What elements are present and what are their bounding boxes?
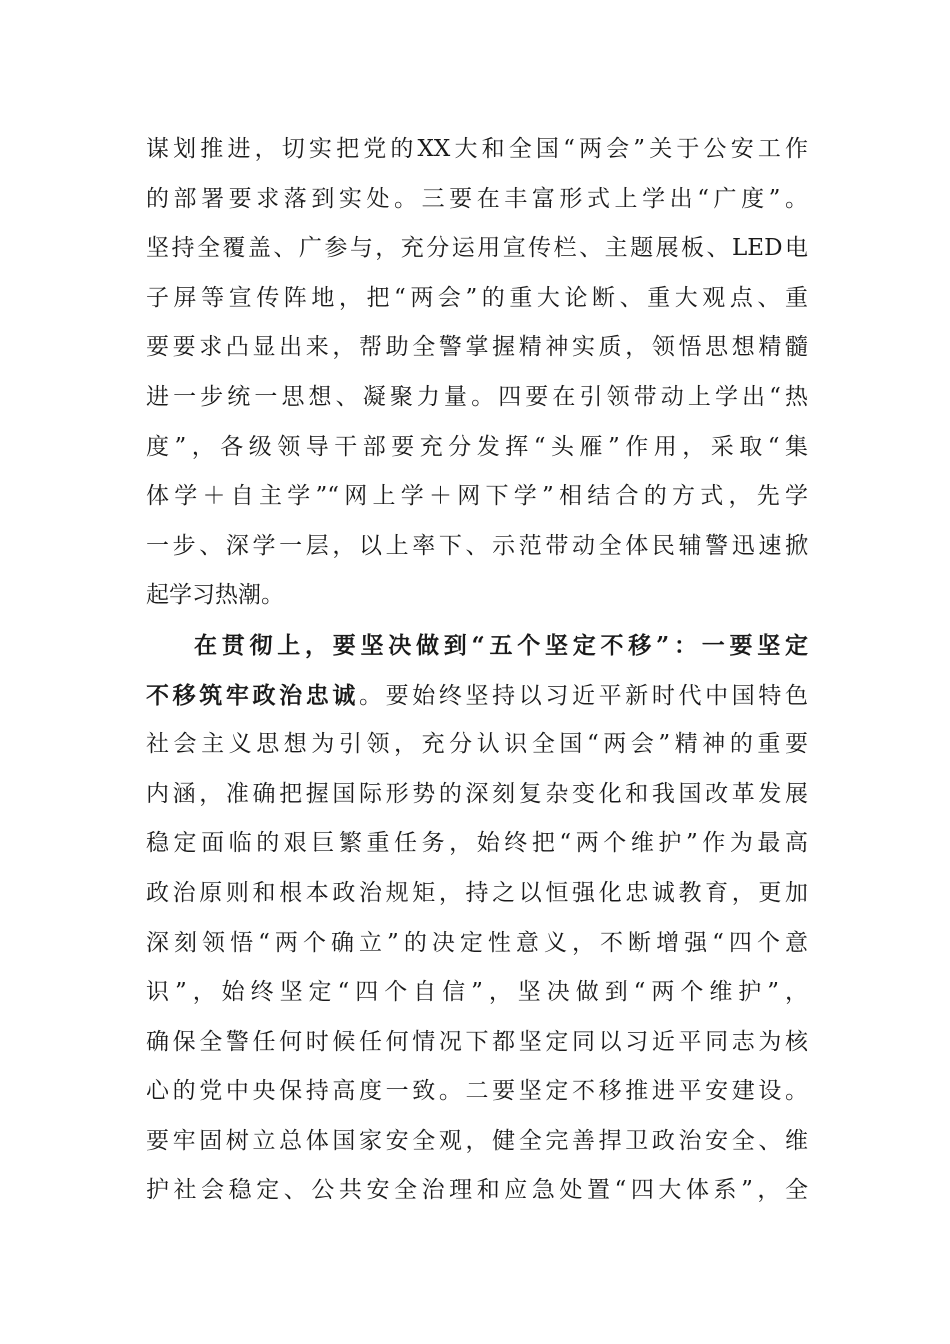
text-line: 进一步统一思想、凝聚力量。四要在引领带动上学出“热 bbox=[146, 383, 808, 410]
text-line: 起学习热潮。 bbox=[146, 582, 284, 609]
text-line: 深刻领悟“两个确立”的决定性意义，不断增强“四个意 bbox=[146, 929, 808, 956]
text-line: 的部署要求落到实处。三要在丰富形式上学出“广度”。 bbox=[146, 185, 808, 212]
text-line: 要牢固树立总体国家安全观，健全完善捍卫政治安全、维 bbox=[146, 1127, 808, 1154]
text-line: 谋划推进，切实把党的XX大和全国“两会”关于公安工作 bbox=[146, 136, 808, 162]
paragraph-1 bbox=[146, 125, 808, 621]
text-line: 确保全警任何时候任何情况下都坚定同以习近平同志为核 bbox=[146, 1028, 808, 1055]
text-line: 稳定面临的艰巨繁重任务，始终把“两个维护”作为最高 bbox=[146, 830, 808, 857]
text-line: 内涵，准确把握国际形势的深刻复杂变化和我国改革发展 bbox=[146, 780, 808, 807]
text-line: 一步、深学一层，以上率下、示范带动全体民辅警迅速掀 bbox=[146, 532, 808, 559]
text-line: 心的党中央保持高度一致。二要坚定不移推进平安建设。 bbox=[146, 1078, 808, 1105]
bold-heading-text: 不移筑牢政治忠诚 bbox=[146, 681, 359, 709]
text-line: 坚持全覆盖、广参与，充分运用宣传栏、主题展板、LED电 bbox=[146, 235, 808, 262]
text-line: 体学＋自主学”“网上学＋网下学”相结合的方式，先学 bbox=[146, 483, 808, 510]
paragraph-2 bbox=[146, 621, 808, 1216]
text-line: 政治原则和根本政治规矩，持之以恒强化忠诚教育，更加 bbox=[146, 879, 808, 906]
document-body bbox=[146, 125, 808, 1216]
text-line: 护社会稳定、公共安全治理和应急处置“四大体系”，全 bbox=[146, 1177, 808, 1204]
text-line: 社会主义思想为引领，充分认识全国“两会”精神的重要 bbox=[146, 731, 808, 758]
text-line: 识”，始终坚定“四个自信”，坚决做到“两个维护”， bbox=[146, 979, 808, 1006]
text-line: 子屏等宣传阵地，把“两会”的重大论断、重大观点、重 bbox=[146, 284, 808, 311]
text-line: 度”，各级领导干部要充分发挥“头雁”作用，采取“集 bbox=[146, 433, 808, 460]
bold-heading-line: 在贯彻上，要坚决做到“五个坚定不移”：一要坚定 bbox=[194, 631, 808, 659]
text-line: 要要求凸显出来，帮助全警掌握精神实质，领悟思想精髓 bbox=[146, 334, 808, 361]
mixed-line bbox=[146, 671, 808, 721]
body-text: 。要始终坚持以习近平新时代中国特色 bbox=[359, 682, 808, 709]
